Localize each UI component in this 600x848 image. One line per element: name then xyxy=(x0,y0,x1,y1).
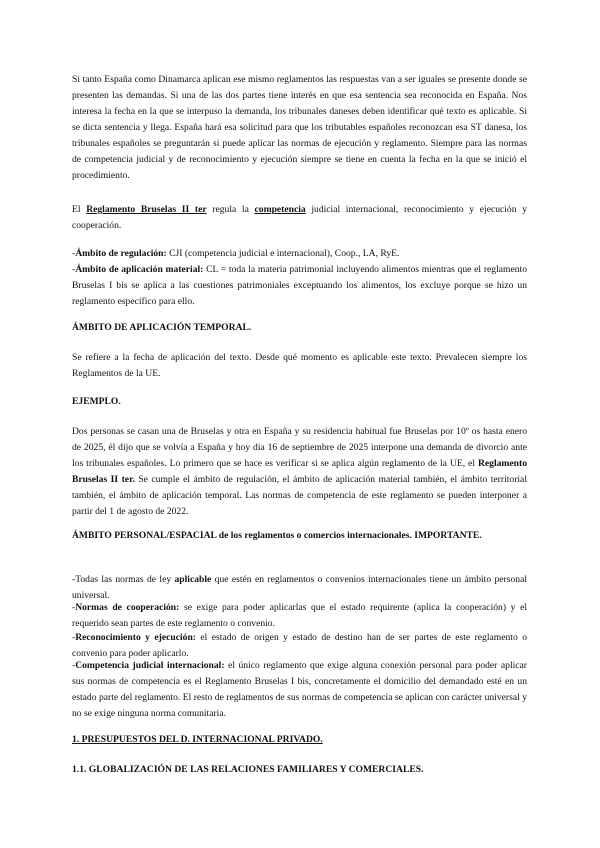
term-ambito-regulacion: Ámbito de regulación: xyxy=(75,248,167,259)
term-reconocimiento: Reconocimiento y ejecución: xyxy=(75,632,196,643)
text-run: que estén en reglamentos o convenios internacionales tiene un ámbito personal universal. xyxy=(72,574,527,601)
paragraph-ejemplo xyxy=(72,424,527,520)
heading-ejemplo: EJEMPLO. xyxy=(72,396,121,407)
paragraph-competencia-judicial xyxy=(72,658,527,722)
text-run: CL = toda la materia patrimonial incluyendo alimentos mientras que el reglamento Bruselas I bis se aplica a las cuestiones patrimoniales exceptuando los alimentos, los excluye porque se hizo un reglamento específico para ello. xyxy=(72,264,527,307)
term-reglamento: Reglamento Bruselas II ter. xyxy=(72,458,527,485)
text-run: El xyxy=(72,204,87,215)
paragraph-bruselas-ii-ter xyxy=(72,202,527,234)
text-run: el único reglamento que exige alguna conexión personal para poder aplicar sus normas de competencia es el Reglamento Bruselas I bis, concretamente el domicilio del demandado esté en un estado parte del reglamento. El resto de reglamentos de sus normas de competencia se aplican con carácter universal y no se exige ninguna norma comunitaria. xyxy=(72,660,527,719)
paragraph-ambito-regulacion xyxy=(72,246,527,262)
text-run: CJI (competencia judicial e internacional), Coop., LA, RyE. xyxy=(166,248,400,259)
paragraph-cooperacion xyxy=(72,600,527,632)
paragraph-dinamarca: Si tanto España como Dinamarca aplican ese mismo reglamentos las respuestas van a ser iguales se presente donde se presenten las demandas. Si una de las dos partes tiene interés en que esa sentencia sea reconocida en España. Nos interesa la fecha en la que se interpuso la demanda, los tribunales daneses deben identificar qué texto es aplicable. Si se dicta sentencia y llega. España hará esa solicitud para que los tributables españoles reconozcan esa ST danesa, los tribunales españoles se preguntarán si puede aplicar las normas de ejecución y reglamento. Siempre para las normas de competencia judicial y de reconocimiento y ejecución siempre se tiene en cuenta la fecha en la que se inició el procedimiento. xyxy=(72,74,527,181)
paragraph-fecha-aplicacion: Se refiere a la fecha de aplicación del texto. Desde qué momento es aplicable este texto. Prevalecen siempre los Reglamentos de la UE. xyxy=(72,352,527,379)
text-run: Se cumple el ámbito de regulación, el ámbito de aplicación material también, el ámbito territorial también, el ámbito de aplicación temporal. Las normas de competencia de este reglamento se pueden interponer a partir del 1 de agosto de 2022. xyxy=(72,474,527,517)
text-run: - xyxy=(72,660,76,671)
term-competencia: competencia xyxy=(254,204,306,215)
paragraph-ambito-material xyxy=(72,262,527,310)
heading-globalizacion: 1.1. GLOBALIZACIÓN DE LAS RELACIONES FAMILIARES Y COMERCIALES. xyxy=(72,764,424,775)
text-run: regula la xyxy=(206,204,255,215)
text-run: - xyxy=(72,264,76,275)
term-competencia-judicial: Competencia judicial internacional: xyxy=(75,660,225,671)
text-run: el estado de origen y estado de destino han de ser partes de este reglamento o convenio para poder aplicarlo. xyxy=(72,632,527,659)
term-reglamento: Reglamento Bruselas II ter xyxy=(86,204,207,215)
text-run: - xyxy=(72,602,76,613)
heading-ambito-temporal: ÁMBITO DE APLICACIÓN TEMPORAL. xyxy=(72,322,252,333)
text-run: Dos personas se casan una de Bruselas y otra en España y su residencia habitual fue Bruselas por 10º os hasta enero de 2025, él dijo que se volvía a España y hoy día 16 de septiembre de 2025 interpone una demanda de divorcio ante los tribunales españoles. Lo primero que se hace es verificar si se aplica algún reglamento de la UE, el xyxy=(72,426,527,469)
text-run: - xyxy=(72,632,76,643)
text-run: -Todas las normas de ley xyxy=(72,574,175,585)
term-cooperacion: Normas de cooperación: xyxy=(75,602,180,613)
text-run: judicial internacional, reconocimiento y ejecución y cooperación. xyxy=(72,204,527,231)
heading-presupuestos: 1. PRESUPUESTOS DEL D. INTERNACIONAL PRIVADO. xyxy=(72,734,323,745)
term-ambito-material: Ámbito de aplicación material: xyxy=(75,264,204,275)
term-aplicable: aplicable xyxy=(174,574,212,585)
text-run: se exige para poder aplicarlas que el estado requirente (aplica la cooperación) y el requerido sean partes de este reglamento o convenio. xyxy=(72,602,528,629)
text-run: - xyxy=(72,248,76,259)
heading-ambito-personal: ÁMBITO PERSONAL/ESPACIAL de los reglamentos o comercios internacionales. IMPORTANTE. xyxy=(72,530,482,541)
